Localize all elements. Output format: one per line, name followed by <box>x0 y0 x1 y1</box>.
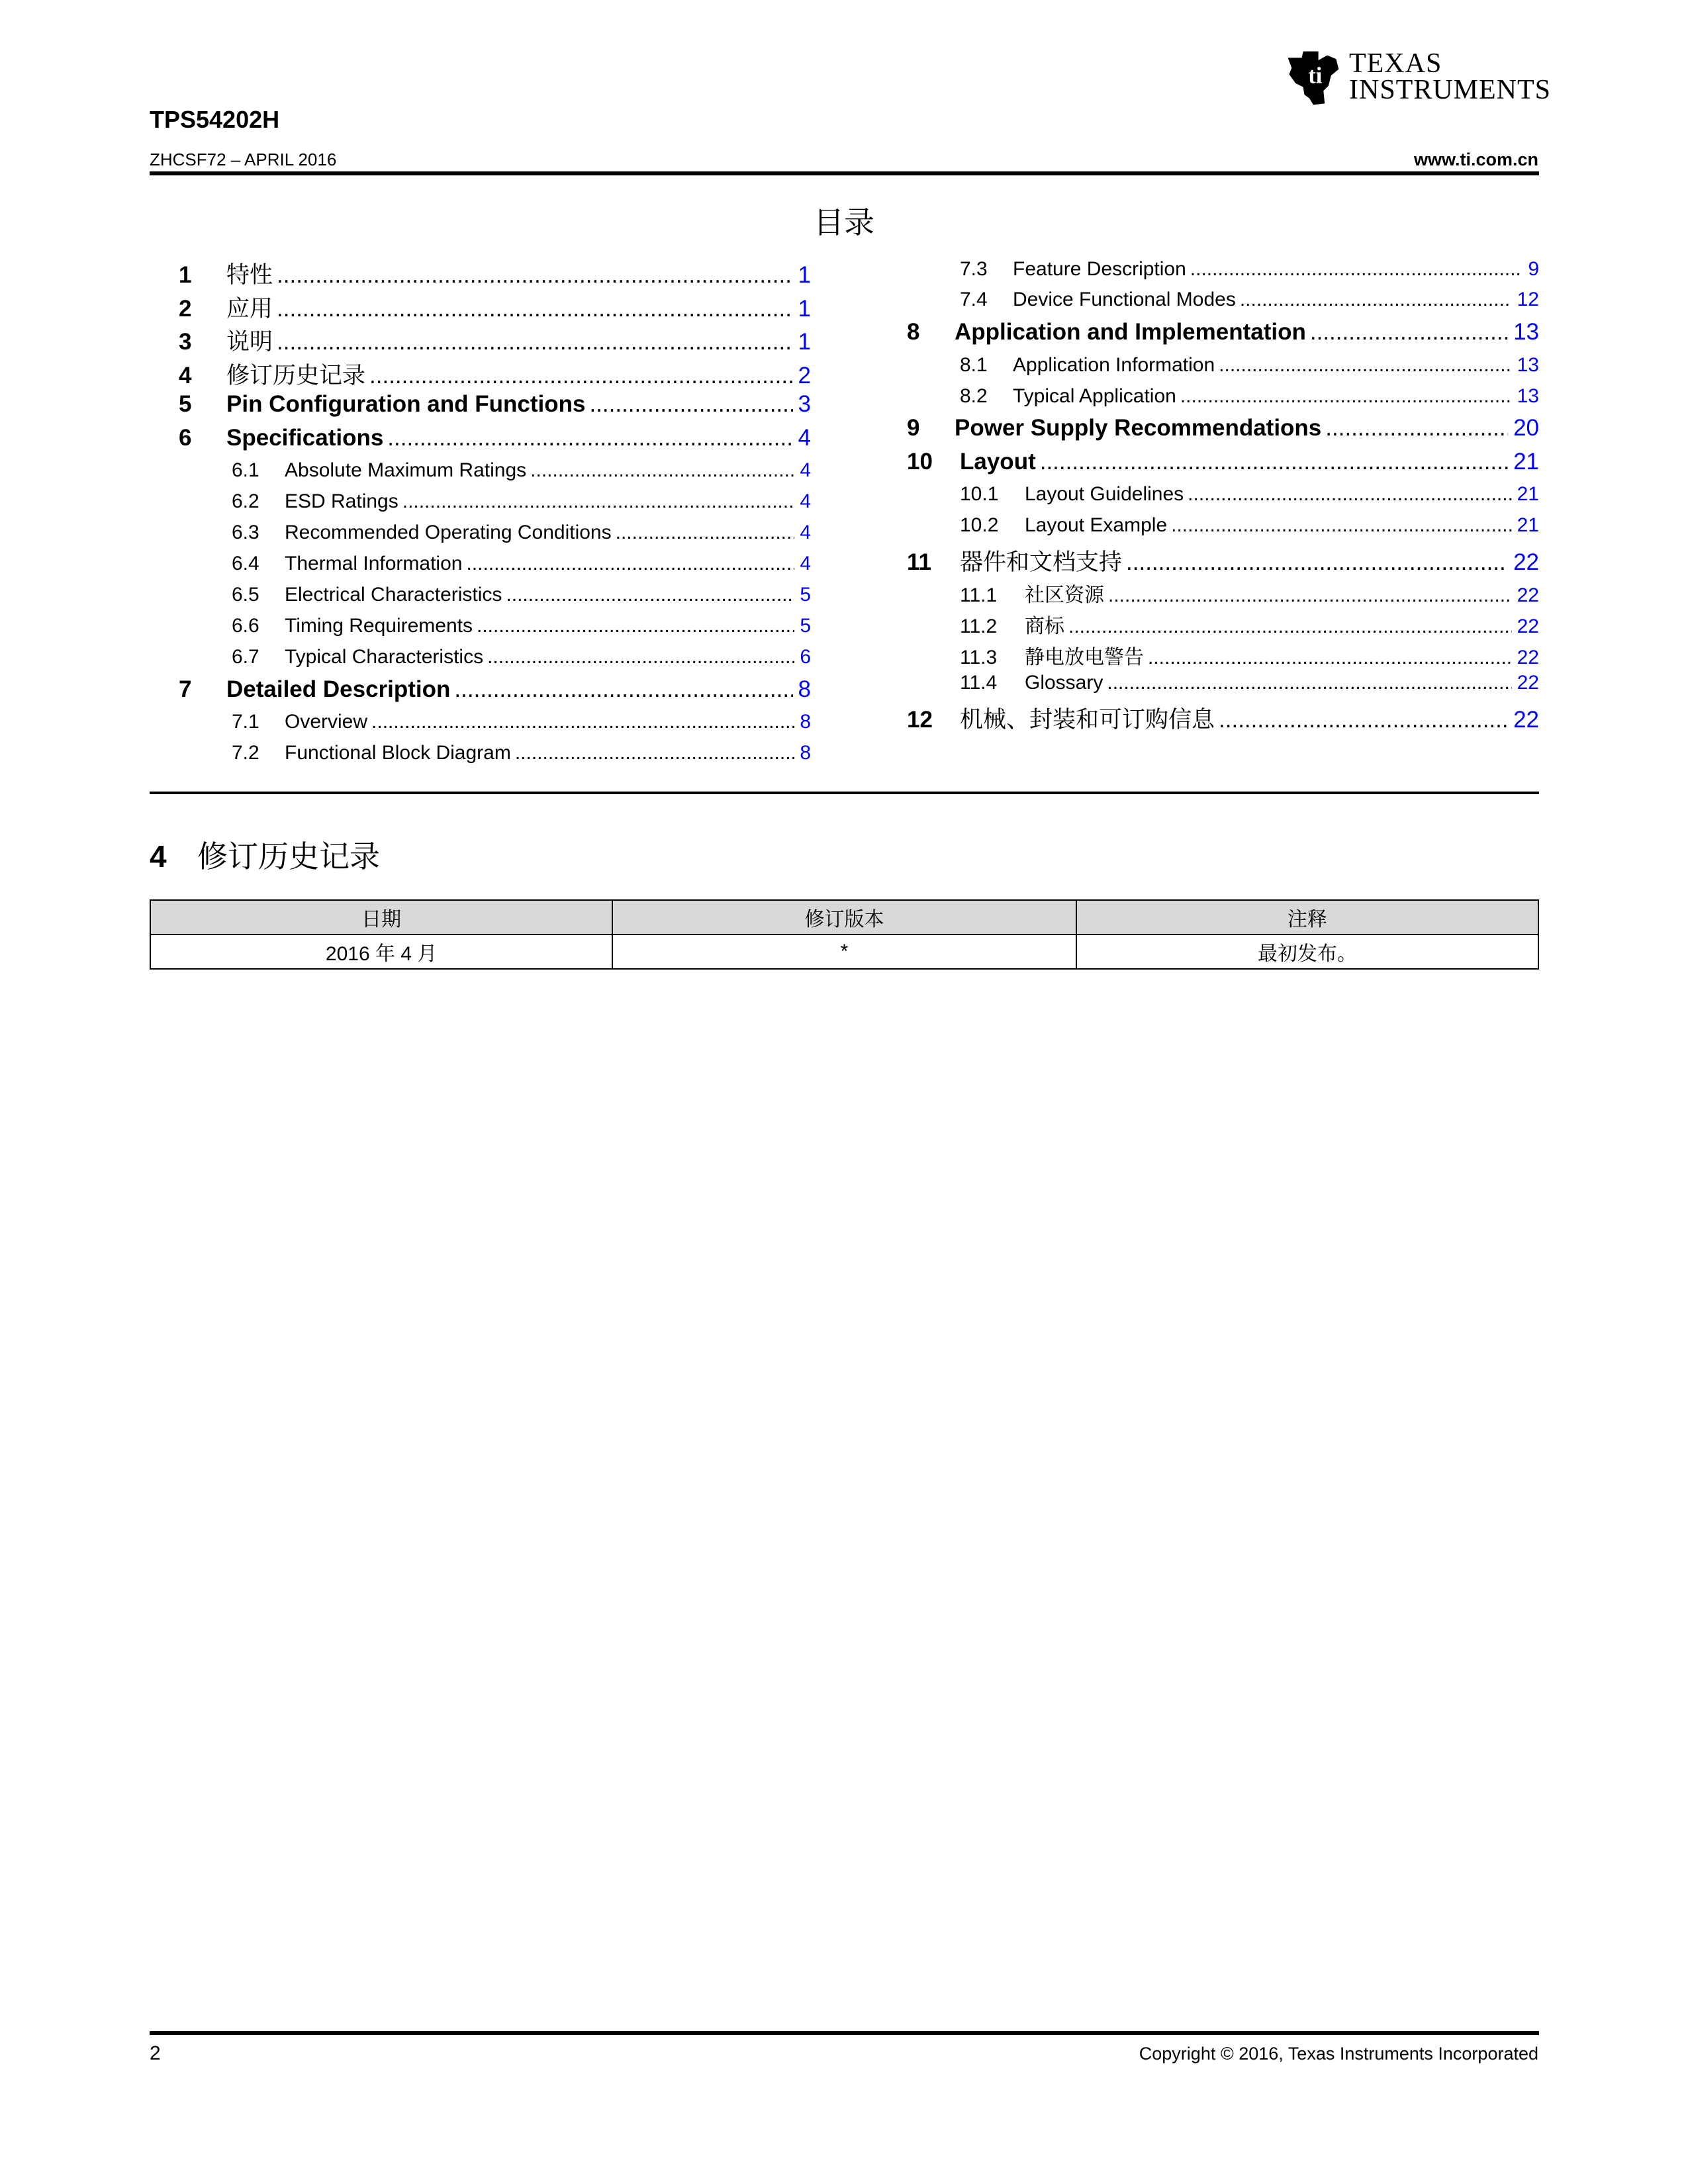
toc-entry-label: 商标 <box>1025 615 1064 637</box>
toc-leader-dots <box>515 742 795 764</box>
page-number: 2 <box>150 2042 161 2064</box>
toc-leader-dots <box>506 584 794 606</box>
section-divider <box>150 792 1539 794</box>
toc-entry-number: 7.3 <box>960 258 988 280</box>
toc-entry-page-link[interactable]: 12 <box>1517 289 1539 310</box>
toc-entry[interactable] <box>907 702 1539 735</box>
toc-entry-number: 10 <box>907 449 933 475</box>
toc-entry[interactable] <box>232 742 811 764</box>
toc-entry[interactable] <box>179 291 811 324</box>
toc-entry-number: 7.4 <box>960 289 988 310</box>
toc-entry-page-link[interactable]: 20 <box>1513 415 1539 441</box>
toc-leader-dots <box>1219 707 1508 733</box>
toc-entry-label: Typical Application <box>1013 385 1176 407</box>
toc-entry[interactable] <box>907 544 1539 577</box>
toc-leader-dots <box>1219 354 1511 377</box>
toc-entry-number: 9 <box>907 415 920 441</box>
toc-entry-label: Application Information <box>1013 354 1215 376</box>
toc-leader-dots <box>530 459 794 482</box>
toc-entry[interactable] <box>179 324 811 357</box>
toc-entry[interactable] <box>960 641 1539 670</box>
toc-entry-page-link[interactable]: 8 <box>800 711 811 733</box>
toc-leader-dots <box>1188 483 1511 506</box>
toc-entry-label: Device Functional Modes <box>1013 289 1236 310</box>
toc-entry[interactable] <box>960 354 1539 377</box>
toc-entry[interactable] <box>232 646 811 668</box>
document-id: ZHCSF72 – APRIL 2016 <box>150 150 337 169</box>
header-divider <box>150 171 1539 175</box>
toc-entry[interactable] <box>907 449 1539 475</box>
table-header-row <box>150 900 1538 934</box>
toc-entry-label: Specifications <box>226 425 384 451</box>
toc-entry-number: 7.2 <box>232 742 259 764</box>
logo-line-2: INSTRUMENTS <box>1349 75 1552 105</box>
toc-entry-page-link[interactable]: 8 <box>798 676 811 702</box>
toc-entry-page-link[interactable]: 13 <box>1513 319 1539 345</box>
toc-leader-dots <box>1126 549 1508 576</box>
toc-entry-number: 6.5 <box>232 584 259 606</box>
toc-entry-label: 应用 <box>226 296 273 322</box>
toc-entry-number: 10.2 <box>960 514 999 536</box>
toc-entry[interactable] <box>179 676 811 703</box>
toc-leader-dots <box>1148 647 1512 669</box>
toc-entry[interactable] <box>232 522 811 544</box>
toc-entry-label: Absolute Maximum Ratings <box>285 459 527 481</box>
toc-entry-page-link[interactable]: 4 <box>798 425 811 451</box>
toc-leader-dots <box>477 615 794 637</box>
toc-entry-page-link[interactable]: 21 <box>1517 514 1539 536</box>
toc-entry-number: 11.1 <box>960 584 998 606</box>
toc-entry-number: 1 <box>179 262 192 288</box>
toc-entry-label: 说明 <box>226 329 273 355</box>
toc-entry[interactable] <box>960 610 1539 639</box>
toc-entry-page-link[interactable]: 4 <box>800 553 811 574</box>
toc-entry-page-link[interactable]: 9 <box>1528 258 1539 280</box>
toc-entry[interactable] <box>232 615 811 637</box>
toc-entry-page-link[interactable]: 5 <box>800 615 811 637</box>
toc-entry-number: 8.1 <box>960 354 988 376</box>
toc-entry-page-link[interactable]: 1 <box>798 262 811 288</box>
toc-entry-label: ESD Ratings <box>285 490 399 512</box>
toc-entry-page-link[interactable]: 4 <box>800 490 811 512</box>
toc-leader-dots <box>277 329 793 355</box>
toc-leader-dots <box>277 262 793 289</box>
toc-leader-dots <box>1171 514 1511 537</box>
toc-leader-dots <box>369 363 793 389</box>
toc-leader-dots <box>1240 289 1512 311</box>
toc-leader-dots <box>1068 615 1512 638</box>
header-date: 日期 <box>150 900 612 934</box>
toc-entry-label: Thermal Information <box>285 553 463 574</box>
toc-leader-dots <box>1040 449 1508 475</box>
toc-entry-label: Timing Requirements <box>285 615 473 637</box>
toc-entry-page-link[interactable]: 22 <box>1517 672 1539 694</box>
table-row <box>150 934 1538 969</box>
toc-leader-dots <box>1107 672 1511 694</box>
toc-entry[interactable] <box>179 357 811 390</box>
toc-entry-number: 10.1 <box>960 483 999 505</box>
toc-entry-label: Recommended Operating Conditions <box>285 522 612 543</box>
header-notes: 注释 <box>1076 900 1538 934</box>
toc-entry-page-link[interactable]: 13 <box>1517 385 1539 407</box>
section-heading <box>150 833 380 876</box>
cell-notes: 最初发布。 <box>1076 934 1538 969</box>
toc-entry-label: Detailed Description <box>226 676 451 702</box>
website-link[interactable]: www.ti.com.cn <box>1413 150 1538 169</box>
toc-entry-page-link[interactable]: 13 <box>1517 354 1539 376</box>
toc-leader-dots <box>402 490 795 513</box>
toc-entry[interactable] <box>960 578 1539 608</box>
toc-entry-number: 6.1 <box>232 459 259 481</box>
toc-leader-dots <box>277 296 793 322</box>
toc-leader-dots <box>1325 415 1508 441</box>
toc-leader-dots <box>1180 385 1512 408</box>
toc-entry-page-link[interactable]: 8 <box>800 742 811 764</box>
toc-entry-label: 社区资源 <box>1025 584 1104 606</box>
toc-entry-label: Layout Guidelines <box>1025 483 1184 505</box>
toc-entry-page-link[interactable]: 4 <box>800 522 811 543</box>
toc-entry-page-link[interactable]: 6 <box>800 646 811 668</box>
cell-date: 2016 年 4 月 <box>150 934 612 969</box>
toc-entry-label: 静电放电警告 <box>1025 647 1144 668</box>
toc-entry-page-link[interactable]: 2 <box>798 363 811 388</box>
toc-entry-number: 7.1 <box>232 711 259 733</box>
toc-entry-label: Typical Characteristics <box>285 646 484 668</box>
copyright-notice: Copyright © 2016, Texas Instruments Incorporated <box>1139 2044 1538 2064</box>
toc-entry-page-link[interactable]: 21 <box>1517 483 1539 505</box>
toc-entry[interactable] <box>960 385 1539 408</box>
toc-entry[interactable] <box>232 553 811 575</box>
toc-entry-page-link[interactable]: 22 <box>1517 647 1539 668</box>
toc-entry-page-link[interactable]: 1 <box>798 329 811 355</box>
toc-entry-number: 4 <box>179 363 192 388</box>
toc-entry-number: 2 <box>179 296 192 322</box>
toc-leader-dots <box>487 646 794 668</box>
toc-entry-number: 6.3 <box>232 522 259 543</box>
toc-entry-number: 6 <box>179 425 192 451</box>
toc-entry-number: 7 <box>179 676 192 702</box>
toc-leader-dots <box>589 391 792 418</box>
toc-entry-label: Pin Configuration and Functions <box>226 391 586 417</box>
toc-entry[interactable] <box>179 257 811 290</box>
toc-entry-number: 12 <box>907 707 933 733</box>
toc-entry-label: Power Supply Recommendations <box>955 415 1322 441</box>
toc-leader-dots <box>466 553 794 575</box>
toc-leader-dots <box>454 676 792 703</box>
toc-entry[interactable] <box>907 415 1539 441</box>
toc-entry[interactable] <box>907 319 1539 345</box>
toc-entry-label: Layout <box>960 449 1036 475</box>
toc-entry-label: 修订历史记录 <box>226 363 366 388</box>
toc-entry-label: Overview <box>285 711 368 733</box>
toc-leader-dots <box>371 711 794 733</box>
toc-entry[interactable] <box>232 459 811 482</box>
toc-entry[interactable] <box>960 258 1539 281</box>
toc-entry[interactable] <box>232 490 811 513</box>
toc-leader-dots <box>1108 584 1512 607</box>
toc-entry[interactable] <box>960 289 1539 311</box>
ti-logo <box>1280 46 1552 113</box>
toc-entry-number: 11.2 <box>960 615 998 637</box>
toc-entry-number: 5 <box>179 391 192 417</box>
section-number: 4 <box>150 839 167 874</box>
toc-entry-page-link[interactable]: 5 <box>800 584 811 606</box>
revision-history-table <box>150 899 1539 970</box>
toc-entry-page-link[interactable]: 22 <box>1517 615 1539 637</box>
toc-entry-label: Feature Description <box>1013 258 1186 280</box>
toc-entry-page-link[interactable]: 4 <box>800 459 811 481</box>
toc-entry-label: 器件和文档支持 <box>960 549 1123 575</box>
ti-logo-icon <box>1280 46 1344 110</box>
toc-entry-number: 8.2 <box>960 385 988 407</box>
toc-entry[interactable] <box>179 425 811 451</box>
toc-leader-dots <box>387 425 792 451</box>
toc-entry-label: Electrical Characteristics <box>285 584 502 606</box>
logo-line-1: TEXAS <box>1349 48 1442 79</box>
toc-entry-number: 6.6 <box>232 615 259 637</box>
toc-leader-dots <box>1310 319 1508 345</box>
toc-entry-page-link[interactable]: 22 <box>1517 584 1539 606</box>
section-title: 修订历史记录 <box>197 839 380 874</box>
toc-entry-number: 3 <box>179 329 192 355</box>
toc-entry[interactable] <box>232 584 811 606</box>
toc-entry-number: 11 <box>907 549 931 575</box>
toc-entry-label: Functional Block Diagram <box>285 742 511 764</box>
toc-entry[interactable] <box>232 711 811 733</box>
toc-entry-number: 11.3 <box>960 647 998 668</box>
header-revision: 修订版本 <box>612 900 1076 934</box>
toc-entry[interactable] <box>960 672 1539 694</box>
toc-entry-number: 6.4 <box>232 553 259 574</box>
toc-entry-page-link[interactable]: 21 <box>1513 449 1539 475</box>
toc-entry[interactable] <box>179 391 811 418</box>
toc-leader-dots <box>1190 258 1523 281</box>
toc-leader-dots <box>616 522 795 544</box>
toc-entry[interactable] <box>960 514 1539 537</box>
toc-entry-page-link[interactable]: 3 <box>798 391 811 417</box>
cell-revision: * <box>612 934 1076 969</box>
toc-entry-label: Layout Example <box>1025 514 1168 536</box>
part-number: TPS54202H <box>150 106 280 133</box>
toc-entry-number: 11.4 <box>960 672 998 694</box>
toc-entry-number: 8 <box>907 319 920 345</box>
toc-entry-page-link[interactable]: 1 <box>798 296 811 322</box>
toc-entry-page-link[interactable]: 22 <box>1513 707 1539 733</box>
toc-entry-label: 机械、封装和可订购信息 <box>960 707 1215 733</box>
toc-entry-number: 6.7 <box>232 646 259 668</box>
toc-entry[interactable] <box>960 483 1539 506</box>
toc-entry-page-link[interactable]: 22 <box>1513 549 1539 575</box>
toc-entry-label: Glossary <box>1025 672 1103 694</box>
toc-entry-label: Application and Implementation <box>955 319 1306 345</box>
footer-divider <box>150 2031 1539 2035</box>
toc-title: 目录 <box>814 205 874 240</box>
toc-entry-label: 特性 <box>226 262 273 288</box>
svg-text:ti: ti <box>1308 63 1323 89</box>
toc-entry-number: 6.2 <box>232 490 259 512</box>
